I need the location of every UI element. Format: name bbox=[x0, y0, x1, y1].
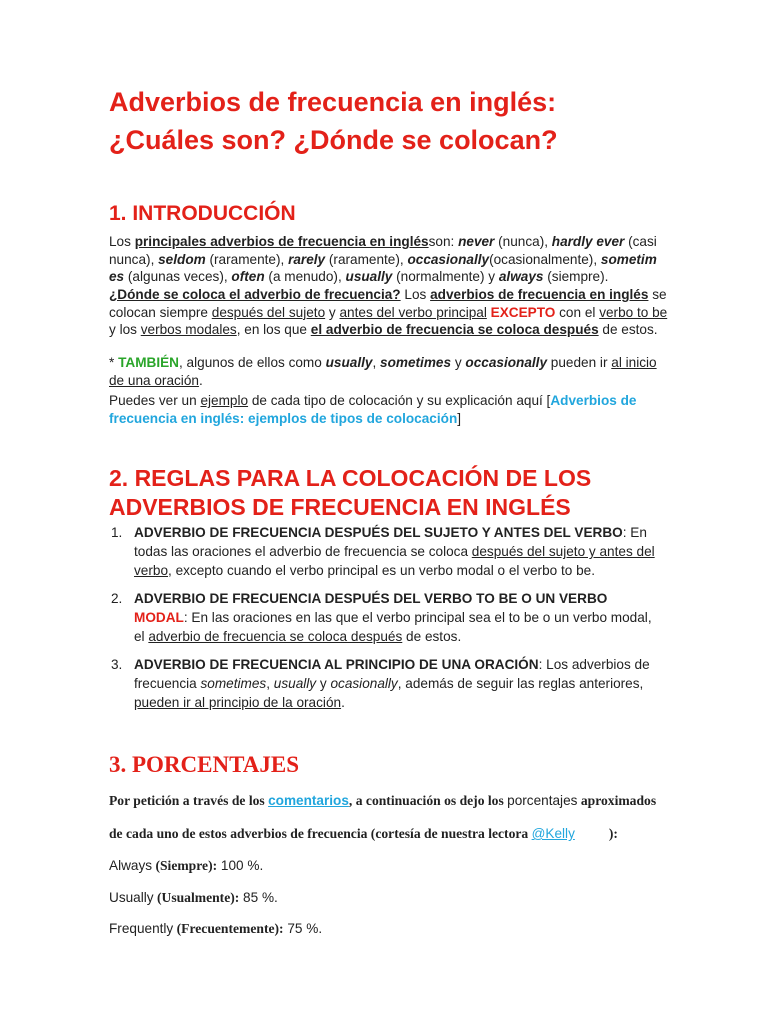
comentarios-link[interactable]: comentarios bbox=[268, 793, 349, 808]
list-number: 1. bbox=[111, 525, 123, 540]
kelly-link[interactable]: @Kelly bbox=[531, 826, 575, 841]
porcentajes-intro-line-2: de cada uno de estos adverbios de frecuencia (cortesía de nuestra lectora @Kelly ): bbox=[109, 826, 618, 841]
porcentajes-intro-line-1: Por petición a través de los comentarios, a continuación os dejo los porcentajes aproximados bbox=[109, 793, 657, 808]
list-number: 3. bbox=[111, 657, 123, 672]
ejemplo-link[interactable]: ejemplo bbox=[200, 393, 249, 408]
section-heading-porcentajes: 3. PORCENTAJES bbox=[109, 752, 299, 777]
intro-paragraph-3: * TAMBIÉN, algunos de ellos como usually, sometimes y occasionally pueden ir al inicio de una oración. bbox=[109, 355, 657, 388]
page-title: Adverbios de frecuencia en inglés: ¿Cuáles son? ¿Dónde se colocan? bbox=[109, 87, 558, 155]
adverbios-ejemplos-link[interactable]: Adverbios de frecuencia en inglés: ejemplos de tipos de colocación bbox=[109, 393, 637, 426]
rule-item-2: ADVERBIO DE FRECUENCIA DESPUÉS DEL VERBO TO BE O UN VERBO MODAL: En las oraciones en las que el verbo principal sea el to be o un verbo modal, el adverbio de frecuencia se coloca después de estos. bbox=[134, 591, 652, 644]
intro-paragraph-2: ¿Dónde se coloca el adverbio de frecuencia? Los adverbios de frecuencia en inglés se colocan siempre después del sujeto y antes del verbo principal EXCEPTO con el verbo to be y los verbos modales, en los que el adverbio de frecuencia se coloca después de estos. bbox=[109, 287, 668, 337]
list-number: 2. bbox=[111, 591, 123, 606]
rule-item-1: ADVERBIO DE FRECUENCIA DESPUÉS DEL SUJETO Y ANTES DEL VERBO: En todas las oraciones el adverbio de frecuencia se coloca después del sujeto y antes del verbo, excepto cuando el verbo principal es un verbo modal o el verbo to be. bbox=[134, 525, 655, 578]
porcentaje-row: Usually (Usualmente): 85 %. bbox=[109, 890, 278, 905]
intro-paragraph-4: Puedes ver un ejemplo de cada tipo de colocación y su explicación aquí [Adverbios de frecuencia en inglés: ejemplos de tipos de colocación] bbox=[109, 393, 637, 426]
section-heading-reglas: 2. REGLAS PARA LA COLOCACIÓN DE LOS ADVERBIOS DE FRECUENCIA EN INGLÉS bbox=[109, 465, 592, 520]
porcentaje-row: Always (Siempre): 100 %. bbox=[109, 858, 264, 873]
porcentaje-row: Frequently (Frecuentemente): 75 %. bbox=[109, 921, 323, 936]
rule-item-3: ADVERBIO DE FRECUENCIA AL PRINCIPIO DE UNA ORACIÓN: Los adverbios de frecuencia sometimes, usually y ocasionally, además de seguir las reglas anteriores, pueden ir al principio de la oración. bbox=[134, 657, 650, 710]
section-heading-introduccion: 1. INTRODUCCIÓN bbox=[109, 202, 296, 225]
intro-paragraph-1: Los principales adverbios de frecuencia en inglésson: never (nunca), hardly ever (casi nunca), seldom (raramente), rarely (raramente), occasionally(ocasionalmente), sometim es (algunas veces), often (a menudo), usually (normalmente) y always (siempre). bbox=[109, 234, 657, 284]
